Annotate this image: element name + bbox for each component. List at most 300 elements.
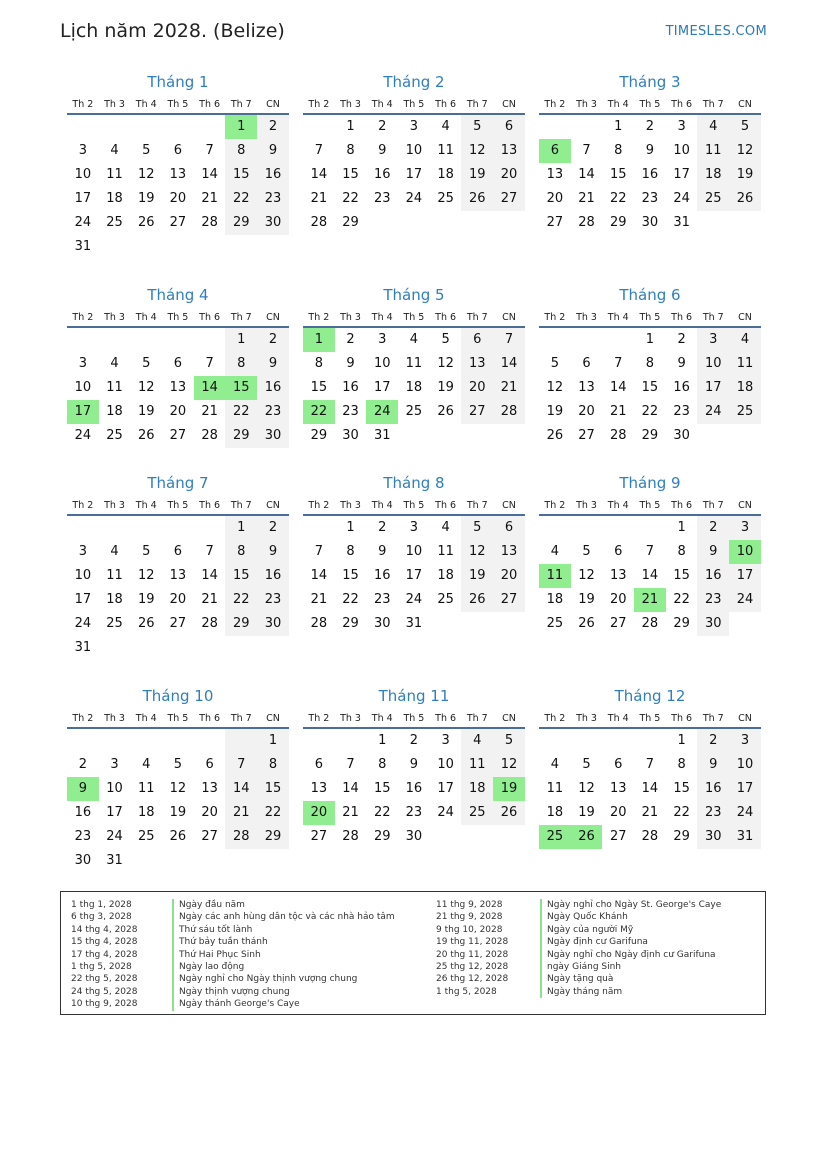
day-cell: 12: [137, 380, 155, 395]
legend-date: 10 thg 9, 2028: [71, 999, 138, 1010]
day-cell: 24: [437, 805, 454, 820]
day-cell: 13: [493, 540, 525, 564]
weekday-label: Th 3: [576, 500, 597, 511]
day-cell: 29: [257, 825, 289, 849]
day-cell: 20: [546, 191, 564, 206]
day-cell: 29: [373, 829, 391, 844]
weekday-header: [539, 494, 761, 516]
day-grid: [67, 328, 289, 448]
empty-day-cell: [67, 729, 99, 753]
holiday-day-cell: 1: [225, 115, 257, 139]
day-cell: 23: [257, 400, 289, 424]
day-cell: 8: [314, 356, 323, 371]
legend-holiday-name: Ngày nghỉ cho Ngày St. George's Caye: [540, 899, 721, 911]
day-cell: 7: [493, 328, 525, 352]
weekday-label: Th 4: [371, 713, 393, 724]
empty-day-cell: [130, 636, 162, 660]
day-cell: 7: [614, 356, 623, 371]
day-cell: 8: [346, 143, 355, 158]
legend-entry: [436, 936, 648, 948]
legend-entry: [71, 986, 290, 998]
holiday-day-cell: 1: [303, 328, 335, 352]
day-cell: 6: [173, 143, 183, 158]
weekday-header: [67, 494, 289, 516]
empty-day-cell: [430, 612, 462, 636]
empty-day-cell: [571, 115, 603, 139]
day-cell: 21: [201, 191, 218, 206]
legend-entry: [71, 998, 300, 1010]
day-cell: 16: [673, 380, 690, 395]
day-cell: 6: [173, 544, 183, 559]
day-cell: 1: [677, 520, 686, 535]
day-cell: 30: [673, 428, 690, 443]
day-cell: 19: [137, 191, 155, 206]
day-cell: 16: [405, 781, 423, 796]
legend-holiday-name: Thứ Hai Phục Sinh: [172, 949, 261, 961]
legend-date: 11 thg 9, 2028: [436, 900, 503, 910]
weekday-header: [539, 707, 761, 729]
holiday-day-cell: 26: [571, 825, 603, 849]
day-cell: 4: [441, 520, 450, 535]
day-cell: 23: [257, 588, 289, 612]
day-grid: [303, 729, 525, 849]
weekday-label: Th 2: [308, 312, 330, 323]
month-title: Tháng 7: [147, 474, 209, 492]
day-cell: 27: [609, 829, 627, 844]
weekday-label: Th 3: [104, 99, 125, 110]
month-title: Tháng 9: [619, 474, 681, 492]
empty-day-cell: [194, 729, 226, 753]
day-cell: 16: [641, 167, 659, 182]
empty-day-cell: [99, 328, 131, 352]
legend-entry: [436, 924, 634, 936]
day-cell: 14: [641, 568, 659, 583]
empty-day-cell: [194, 636, 226, 660]
day-cell: 5: [461, 516, 493, 540]
month-block: [303, 71, 525, 235]
legend-holiday-name: Ngày Quốc Khánh: [540, 911, 628, 923]
day-cell: 5: [142, 544, 151, 559]
weekday-label: CN: [266, 500, 280, 511]
day-cell: 8: [346, 544, 355, 559]
month-block: [539, 71, 761, 235]
day-grid: [539, 115, 761, 235]
day-cell: 8: [677, 757, 686, 772]
empty-day-cell: [257, 235, 289, 259]
day-cell: 19: [137, 404, 155, 419]
day-cell: 15: [342, 167, 359, 182]
day-cell: 2: [378, 119, 387, 134]
empty-day-cell: [303, 516, 335, 540]
day-cell: 30: [641, 215, 659, 230]
day-cell: 1: [677, 733, 686, 748]
weekday-label: Th 2: [544, 99, 566, 110]
day-cell: 7: [645, 544, 655, 559]
day-cell: 29: [673, 616, 690, 631]
day-cell: 10: [74, 568, 92, 583]
day-cell: 12: [578, 781, 595, 796]
day-cell: 23: [74, 829, 92, 844]
day-cell: 31: [74, 640, 92, 655]
day-cell: 27: [169, 616, 187, 631]
weekday-label: Th 2: [544, 312, 566, 323]
weekday-label: Th 6: [199, 713, 221, 724]
day-cell: 15: [673, 781, 690, 796]
weekday-label: Th 3: [576, 713, 597, 724]
day-cell: 1: [346, 520, 355, 535]
month-block: [67, 71, 289, 259]
day-cell: 20: [493, 564, 525, 588]
legend-column-right: [436, 899, 722, 998]
legend-holiday-name: Thứ sáu tốt lành: [172, 924, 252, 936]
legend-holiday-name: Ngày nghỉ cho Ngày định cư Garifuna: [540, 949, 716, 961]
weekday-label: Th 2: [308, 713, 330, 724]
day-cell: 28: [493, 400, 525, 424]
day-cell: 3: [409, 520, 419, 535]
day-cell: 24: [74, 428, 92, 443]
day-cell: 18: [106, 404, 123, 419]
weekday-label: Th 5: [639, 500, 661, 511]
day-cell: 14: [493, 352, 525, 376]
day-cell: 8: [225, 139, 257, 163]
day-cell: 11: [106, 568, 123, 583]
weekday-label: Th 3: [104, 500, 125, 511]
day-cell: 11: [106, 167, 123, 182]
day-cell: 18: [546, 805, 564, 820]
day-cell: 8: [225, 540, 257, 564]
empty-day-cell: [602, 516, 634, 540]
day-cell: 12: [137, 568, 155, 583]
day-cell: 24: [405, 191, 423, 206]
weekday-label: Th 4: [371, 500, 393, 511]
day-cell: 31: [373, 428, 391, 443]
day-cell: 17: [673, 167, 690, 182]
day-cell: 23: [257, 187, 289, 211]
day-cell: 3: [78, 143, 87, 158]
weekday-label: Th 7: [702, 500, 724, 511]
month-block: [67, 284, 289, 448]
holiday-day-cell: 15: [225, 376, 257, 400]
empty-day-cell: [461, 211, 493, 235]
empty-day-cell: [225, 636, 257, 660]
day-cell: 28: [310, 616, 328, 631]
weekday-label: Th 7: [702, 312, 724, 323]
day-cell: 14: [225, 777, 257, 801]
month-title: Tháng 10: [142, 687, 214, 705]
day-cell: 17: [697, 376, 729, 400]
empty-day-cell: [461, 825, 493, 849]
month-title: Tháng 1: [147, 73, 209, 91]
day-cell: 21: [342, 805, 359, 820]
day-cell: 19: [461, 564, 493, 588]
empty-day-cell: [194, 235, 226, 259]
day-cell: 28: [201, 215, 218, 230]
day-cell: 26: [461, 588, 493, 612]
weekday-label: Th 4: [607, 99, 629, 110]
empty-day-cell: [493, 211, 525, 235]
day-cell: 27: [201, 829, 218, 844]
day-cell: 13: [578, 380, 595, 395]
empty-day-cell: [99, 636, 131, 660]
weekday-label: Th 4: [607, 713, 629, 724]
empty-day-cell: [162, 115, 194, 139]
month-title: Tháng 2: [383, 73, 445, 91]
day-cell: 5: [582, 757, 591, 772]
weekday-label: CN: [738, 99, 752, 110]
day-cell: 15: [373, 781, 391, 796]
weekday-label: Th 3: [104, 312, 125, 323]
day-grid: [539, 729, 761, 849]
day-cell: 12: [729, 139, 761, 163]
day-cell: 13: [609, 568, 627, 583]
legend-date: 1 thg 5, 2028: [436, 986, 497, 997]
day-cell: 16: [342, 380, 359, 395]
empty-day-cell: [539, 328, 571, 352]
day-cell: 13: [169, 167, 187, 182]
day-cell: 26: [169, 829, 187, 844]
day-cell: 30: [74, 853, 92, 868]
day-cell: 13: [461, 352, 493, 376]
day-cell: 29: [342, 215, 359, 230]
empty-day-cell: [539, 729, 571, 753]
day-cell: 12: [546, 380, 564, 395]
weekday-label: Th 3: [576, 99, 597, 110]
day-cell: 26: [137, 616, 155, 631]
day-cell: 7: [645, 757, 655, 772]
weekday-label: Th 6: [671, 312, 693, 323]
empty-day-cell: [225, 729, 257, 753]
day-cell: 21: [201, 592, 218, 607]
weekday-label: Th 6: [199, 99, 221, 110]
day-cell: 9: [378, 544, 387, 559]
legend-date: 6 thg 3, 2028: [71, 912, 132, 923]
day-cell: 10: [405, 544, 423, 559]
day-cell: 4: [550, 544, 559, 559]
day-cell: 2: [697, 516, 729, 540]
legend-entry: [71, 961, 245, 973]
day-cell: 26: [137, 215, 155, 230]
day-cell: 31: [74, 239, 92, 254]
day-cell: 7: [205, 143, 214, 158]
weekday-label: Th 2: [308, 99, 330, 110]
day-cell: 27: [461, 400, 493, 424]
legend-date: 15 thg 4, 2028: [71, 937, 138, 948]
day-cell: 25: [106, 428, 123, 443]
empty-day-cell: [602, 328, 634, 352]
weekday-label: CN: [266, 713, 280, 724]
day-cell: 14: [310, 167, 328, 182]
day-cell: 3: [78, 544, 87, 559]
empty-day-cell: [602, 729, 634, 753]
day-grid: [303, 115, 525, 235]
day-cell: 22: [225, 588, 257, 612]
day-cell: 6: [205, 757, 214, 772]
day-cell: 14: [310, 568, 328, 583]
day-cell: 26: [493, 801, 525, 825]
day-cell: 20: [461, 376, 493, 400]
weekday-header: [303, 707, 525, 729]
day-cell: 20: [201, 805, 218, 820]
day-grid: [539, 516, 761, 636]
day-cell: 1: [614, 119, 623, 134]
weekday-header: [303, 306, 525, 328]
empty-day-cell: [194, 115, 226, 139]
legend-date: 1 thg 5, 2028: [71, 961, 132, 972]
empty-day-cell: [430, 211, 462, 235]
day-cell: 4: [697, 115, 729, 139]
legend-entry: [436, 949, 716, 961]
day-cell: 27: [493, 187, 525, 211]
day-cell: 5: [493, 729, 525, 753]
month-title: Tháng 5: [383, 286, 445, 304]
empty-day-cell: [225, 849, 257, 873]
empty-day-cell: [162, 516, 194, 540]
day-cell: 12: [578, 568, 595, 583]
legend-date: 24 thg 5, 2028: [71, 986, 138, 997]
day-cell: 17: [405, 167, 423, 182]
weekday-label: Th 7: [466, 500, 488, 511]
day-cell: 25: [137, 829, 155, 844]
weekday-label: Th 7: [230, 99, 252, 110]
day-cell: 21: [641, 805, 659, 820]
day-cell: 2: [257, 115, 289, 139]
day-cell: 16: [257, 163, 289, 187]
weekday-label: Th 4: [607, 312, 629, 323]
day-cell: 26: [137, 428, 155, 443]
legend-holiday-name: Ngày tháng năm: [540, 986, 622, 998]
weekday-label: Th 6: [435, 312, 457, 323]
day-cell: 27: [546, 215, 564, 230]
day-cell: 24: [729, 588, 761, 612]
day-cell: 9: [346, 356, 355, 371]
holiday-day-cell: 14: [194, 376, 226, 400]
weekday-label: Th 2: [72, 99, 94, 110]
legend-holiday-name: Ngày thánh George's Caye: [172, 998, 300, 1010]
day-cell: 10: [697, 352, 729, 376]
empty-day-cell: [539, 516, 571, 540]
legend-column-left: [71, 899, 395, 1011]
empty-day-cell: [194, 516, 226, 540]
weekday-label: CN: [502, 99, 516, 110]
day-cell: 5: [729, 115, 761, 139]
day-cell: 28: [609, 428, 627, 443]
day-cell: 26: [546, 428, 564, 443]
weekday-label: Th 7: [466, 312, 488, 323]
day-cell: 18: [729, 376, 761, 400]
day-cell: 7: [314, 544, 323, 559]
day-cell: 18: [461, 777, 493, 801]
day-cell: 1: [645, 332, 655, 347]
empty-day-cell: [130, 235, 162, 259]
legend-entry: [71, 949, 261, 961]
day-cell: 23: [641, 191, 659, 206]
day-cell: 13: [169, 568, 187, 583]
empty-day-cell: [697, 211, 729, 235]
day-cell: 2: [78, 757, 87, 772]
weekday-label: Th 3: [340, 713, 361, 724]
day-cell: 1: [225, 328, 257, 352]
day-cell: 27: [310, 829, 328, 844]
day-cell: 28: [578, 215, 595, 230]
legend-date: 20 thg 11, 2028: [436, 949, 509, 960]
empty-day-cell: [225, 235, 257, 259]
weekday-label: Th 2: [544, 500, 566, 511]
day-cell: 24: [74, 616, 92, 631]
day-cell: 15: [225, 163, 257, 187]
day-cell: 13: [169, 380, 187, 395]
day-cell: 1: [225, 516, 257, 540]
empty-day-cell: [99, 516, 131, 540]
holiday-day-cell: 19: [493, 777, 525, 801]
weekday-label: Th 2: [72, 713, 94, 724]
day-cell: 16: [257, 376, 289, 400]
day-cell: 18: [437, 167, 454, 182]
weekday-header: [67, 707, 289, 729]
day-cell: 23: [405, 805, 423, 820]
day-cell: 28: [225, 825, 257, 849]
weekday-label: Th 7: [230, 312, 252, 323]
day-cell: 11: [405, 356, 423, 371]
month-title: Tháng 8: [383, 474, 445, 492]
legend-holiday-name: Ngày định cư Garifuna: [540, 936, 648, 948]
empty-day-cell: [162, 849, 194, 873]
day-cell: 27: [578, 428, 595, 443]
day-cell: 22: [609, 191, 627, 206]
day-cell: 4: [729, 328, 761, 352]
day-cell: 14: [609, 380, 627, 395]
empty-day-cell: [162, 636, 194, 660]
day-cell: 18: [405, 380, 423, 395]
month-block: [303, 472, 525, 636]
day-cell: 22: [673, 805, 690, 820]
weekday-header: [303, 93, 525, 115]
day-cell: 10: [74, 167, 92, 182]
weekday-label: Th 3: [340, 500, 361, 511]
day-cell: 15: [641, 380, 659, 395]
month-block: [539, 284, 761, 448]
day-cell: 25: [546, 616, 564, 631]
legend-date: 14 thg 4, 2028: [71, 924, 138, 935]
day-grid: [303, 516, 525, 636]
day-grid: [539, 328, 761, 448]
day-cell: 28: [342, 829, 359, 844]
day-cell: 24: [697, 400, 729, 424]
day-cell: 6: [582, 356, 591, 371]
weekday-label: Th 2: [308, 500, 330, 511]
brand-link[interactable]: TIMESLES.COM: [665, 24, 767, 39]
day-cell: 27: [169, 428, 187, 443]
legend-date: 9 thg 10, 2028: [436, 924, 503, 935]
day-cell: 10: [437, 757, 454, 772]
day-cell: 8: [378, 757, 387, 772]
empty-day-cell: [729, 424, 761, 448]
day-cell: 4: [142, 757, 151, 772]
day-cell: 4: [110, 544, 119, 559]
day-cell: 20: [493, 163, 525, 187]
day-cell: 17: [373, 380, 391, 395]
day-cell: 6: [614, 757, 623, 772]
empty-day-cell: [99, 235, 131, 259]
weekday-label: Th 5: [167, 713, 189, 724]
weekday-label: CN: [266, 312, 280, 323]
day-cell: 19: [137, 592, 155, 607]
legend-date: 22 thg 5, 2028: [71, 974, 138, 985]
legend-date: 17 thg 4, 2028: [71, 949, 138, 960]
day-cell: 13: [310, 781, 328, 796]
day-cell: 19: [546, 404, 564, 419]
day-cell: 28: [641, 616, 659, 631]
legend-entry: [71, 924, 253, 936]
